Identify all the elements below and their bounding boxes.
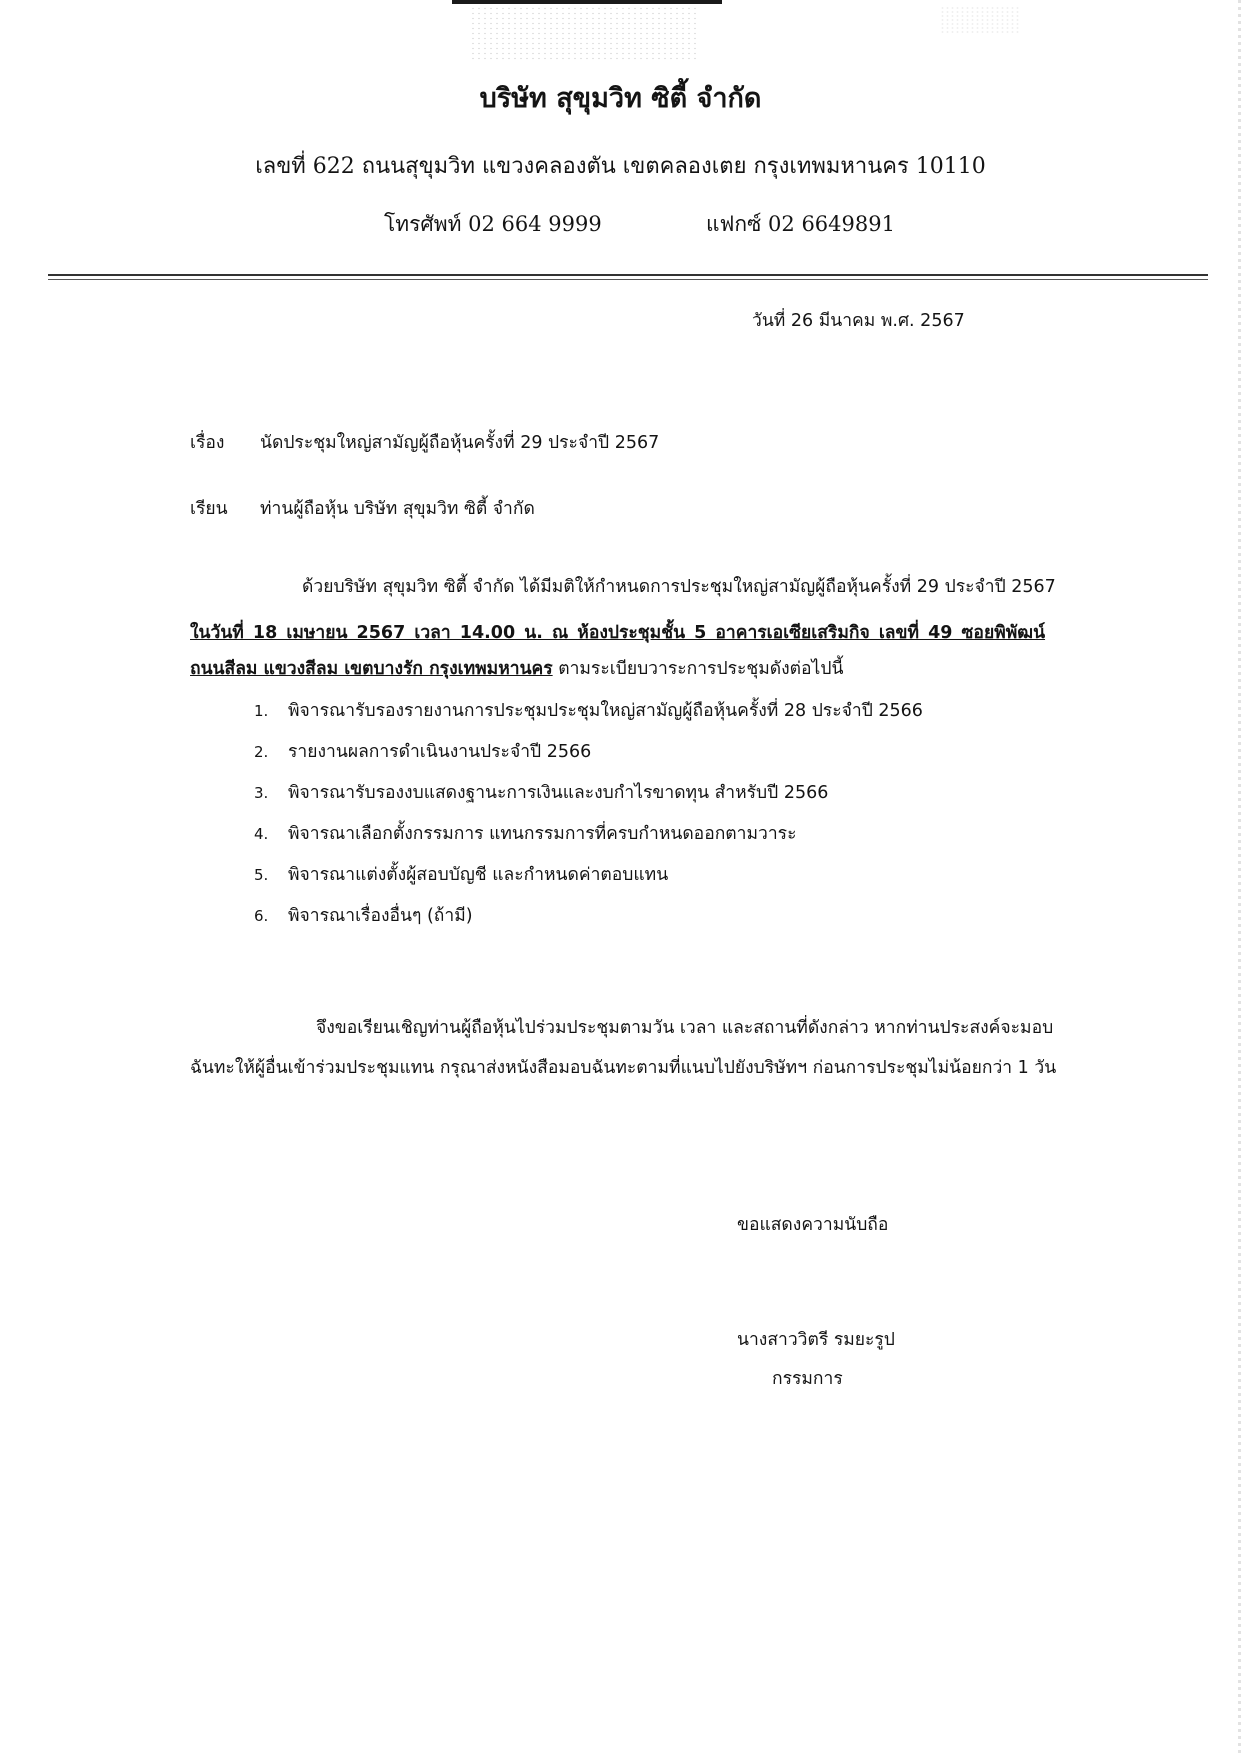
- meeting-location: [190, 654, 843, 682]
- agenda-text: พิจารณาแต่งตั้งผู้สอบบัญชี และกำหนดค่าตอบแทน: [288, 865, 669, 885]
- closing-line-1: จึงขอเรียนเชิญท่านผู้ถือหุ้นไปร่วมประชุมตามวัน เวลา และสถานที่ดังกล่าว หากท่านประสงค์จะมอบ: [316, 1018, 1054, 1038]
- subject-text: นัดประชุมใหญ่สามัญผู้ถือหุ้นครั้งที่ 29 ประจำปี 2567: [260, 433, 660, 453]
- agenda-text: พิจารณาเลือกตั้งกรรมการ แทนกรรมการที่ครบกำหนดออกตามวาระ: [288, 824, 797, 844]
- agenda-number: 4.: [254, 825, 269, 843]
- letterhead-divider: [48, 279, 1208, 280]
- closing-line-2: ฉันทะให้ผู้อื่นเข้าร่วมประชุมแทน กรุณาส่งหนังสือมอบฉันทะตามที่แนบไปยังบริษัทฯ ก่อนการประชุมไม่น้อยกว่า 1 วัน: [190, 1058, 1057, 1078]
- agenda-text: พิจารณารับรองงบแสดงฐานะการเงินและงบกำไรขาดทุน สำหรับปี 2566: [288, 783, 829, 803]
- subject-label: เรื่อง: [190, 433, 225, 453]
- agenda-text: รายงานผลการดำเนินงานประจำปี 2566: [288, 742, 592, 762]
- agenda-number: 2.: [254, 743, 269, 761]
- agenda-number: 6.: [254, 907, 269, 925]
- recipient-text: ท่านผู้ถือหุ้น บริษัท สุขุมวิท ซิตี้ จำกัด: [260, 499, 535, 519]
- company-fax: แฟกซ์ 02 6649891: [706, 212, 895, 236]
- body-intro: ด้วยบริษัท สุขุมวิท ซิตี้ จำกัด ได้มีมติให้กำหนดการประชุมใหญ่สามัญผู้ถือหุ้นครั้งที่ 29 ประจำปี 2567: [302, 577, 1056, 597]
- closing-regards: ขอแสดงความนับถือ: [737, 1215, 889, 1235]
- agenda-number: 1.: [254, 702, 269, 720]
- scan-noise: [940, 6, 1020, 34]
- meeting-location-tail: ตามระเบียบวาระการประชุมดังต่อไปนี้: [552, 659, 844, 679]
- agenda-item: [254, 696, 923, 724]
- company-address: เลขที่ 622 ถนนสุขุมวิท แขวงคลองตัน เขตคลองเตย กรุงเทพมหานคร 10110: [255, 154, 986, 179]
- agenda-text: พิจารณาเรื่องอื่นๆ (ถ้ามี): [288, 906, 473, 926]
- agenda-item: [254, 778, 828, 806]
- meeting-location-bold: ถนนสีลม แขวงสีลม เขตบางรัก กรุงเทพมหานคร: [190, 659, 553, 679]
- agenda-text: พิจารณารับรองรายงานการประชุมประชุมใหญ่สามัญผู้ถือหุ้นครั้งที่ 28 ประจำปี 2566: [288, 701, 923, 721]
- agenda-item: [254, 737, 591, 765]
- signer-name: นางสาววิตรี รมยะรูป: [737, 1330, 895, 1350]
- agenda-item: [254, 860, 668, 888]
- meeting-date-time: ในวันที่ 18 เมษายน 2567 เวลา 14.00 น. ณ ห้องประชุมชั้น 5 อาคารเอเซียเสริมกิจ เลขที่ 49 ซอยพิพัฒน์: [190, 623, 1046, 643]
- agenda-number: 5.: [254, 866, 269, 884]
- letter-date: วันที่ 26 มีนาคม พ.ศ. 2567: [752, 311, 965, 331]
- letterhead-divider: [48, 274, 1208, 276]
- agenda-item: [254, 901, 473, 929]
- recipient-label: เรียน: [190, 499, 228, 519]
- company-name: บริษัท สุขุมวิท ซิตี้ จำกัด: [479, 83, 762, 114]
- signer-title: กรรมการ: [772, 1369, 843, 1389]
- scan-edge-mark: [452, 0, 722, 4]
- scan-noise: [470, 6, 700, 61]
- company-phone: โทรศัพท์ 02 664 9999: [384, 212, 602, 236]
- agenda-item: [254, 819, 796, 847]
- agenda-number: 3.: [254, 784, 269, 802]
